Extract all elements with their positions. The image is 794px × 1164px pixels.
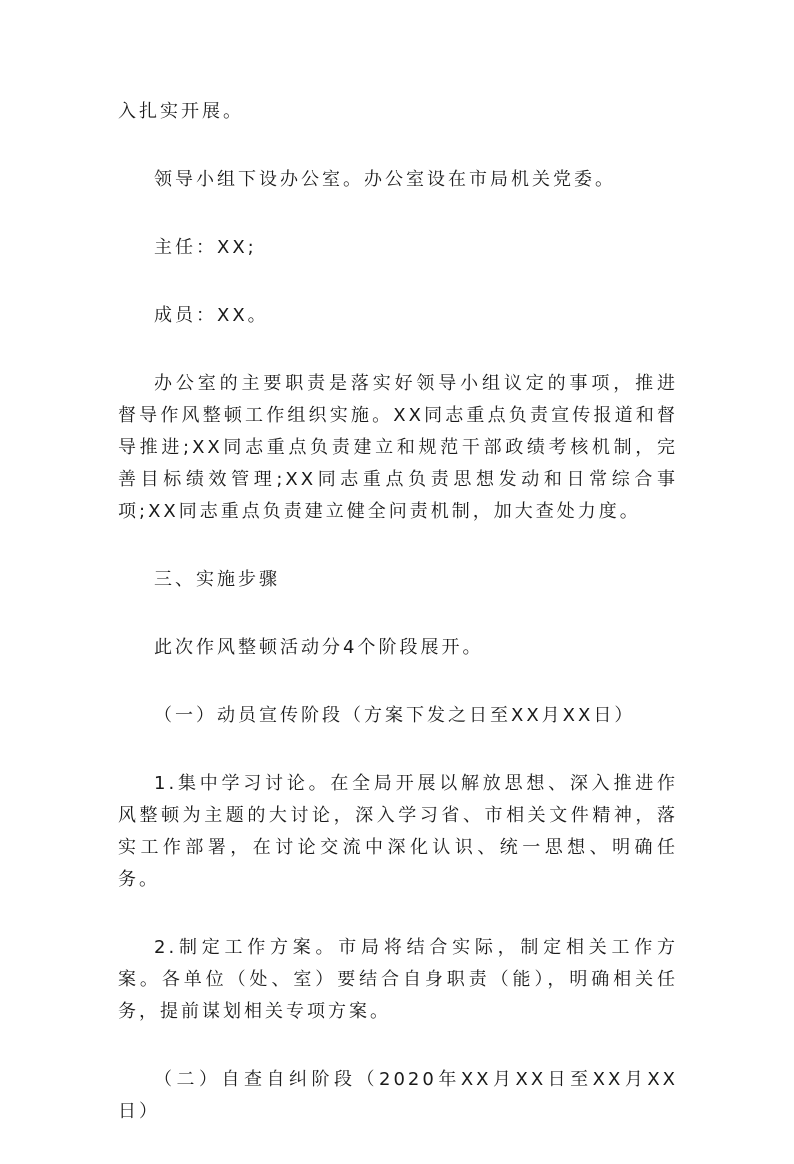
paragraph-director: 主任：XX; (154, 237, 257, 258)
paragraph-office-duties: 办公室的主要职责是落实好领导小组议定的事项，推进督导作风整顿工作组织实施。XX同志重点负责宣传报道和督导推进;XX同志重点负责建立和规范干部政绩考核机制，完善目标绩效管理;XX同志重点负责思想发动和日常综合事项;XX同志重点负责建立健全问责机制，加大查处力度。 (118, 373, 678, 522)
paragraph-item-1: 1.集中学习讨论。在全局开展以解放思想、深入推进作风整顿为主题的大讨论，深入学习省、市相关文件精神，落实工作部署，在讨论交流中深化认识、统一思想、明确任务。 (118, 773, 678, 890)
paragraph-stages-intro: 此次作风整顿活动分4个阶段展开。 (154, 637, 484, 658)
paragraph-members: 成员：XX。 (154, 305, 269, 326)
section-heading-implementation: 三、实施步骤 (154, 569, 280, 590)
paragraph-continuation: 入扎实开展。 (118, 101, 244, 122)
subheading-stage-one: （一）动员宣传阶段（方案下发之日至XX月XX日） (154, 705, 636, 726)
document-body (118, 96, 678, 1164)
paragraph-item-2: 2.制定工作方案。市局将结合实际，制定相关工作方案。各单位（处、室）要结合自身职责（能），明确相关任务，提前谋划相关专项方案。 (118, 937, 678, 1022)
paragraph-office-setup: 领导小组下设办公室。办公室设在市局机关党委。 (154, 169, 616, 190)
subheading-stage-two: （二）自查自纠阶段（2020年XX月XX日至XX月XX日） (118, 1069, 678, 1122)
